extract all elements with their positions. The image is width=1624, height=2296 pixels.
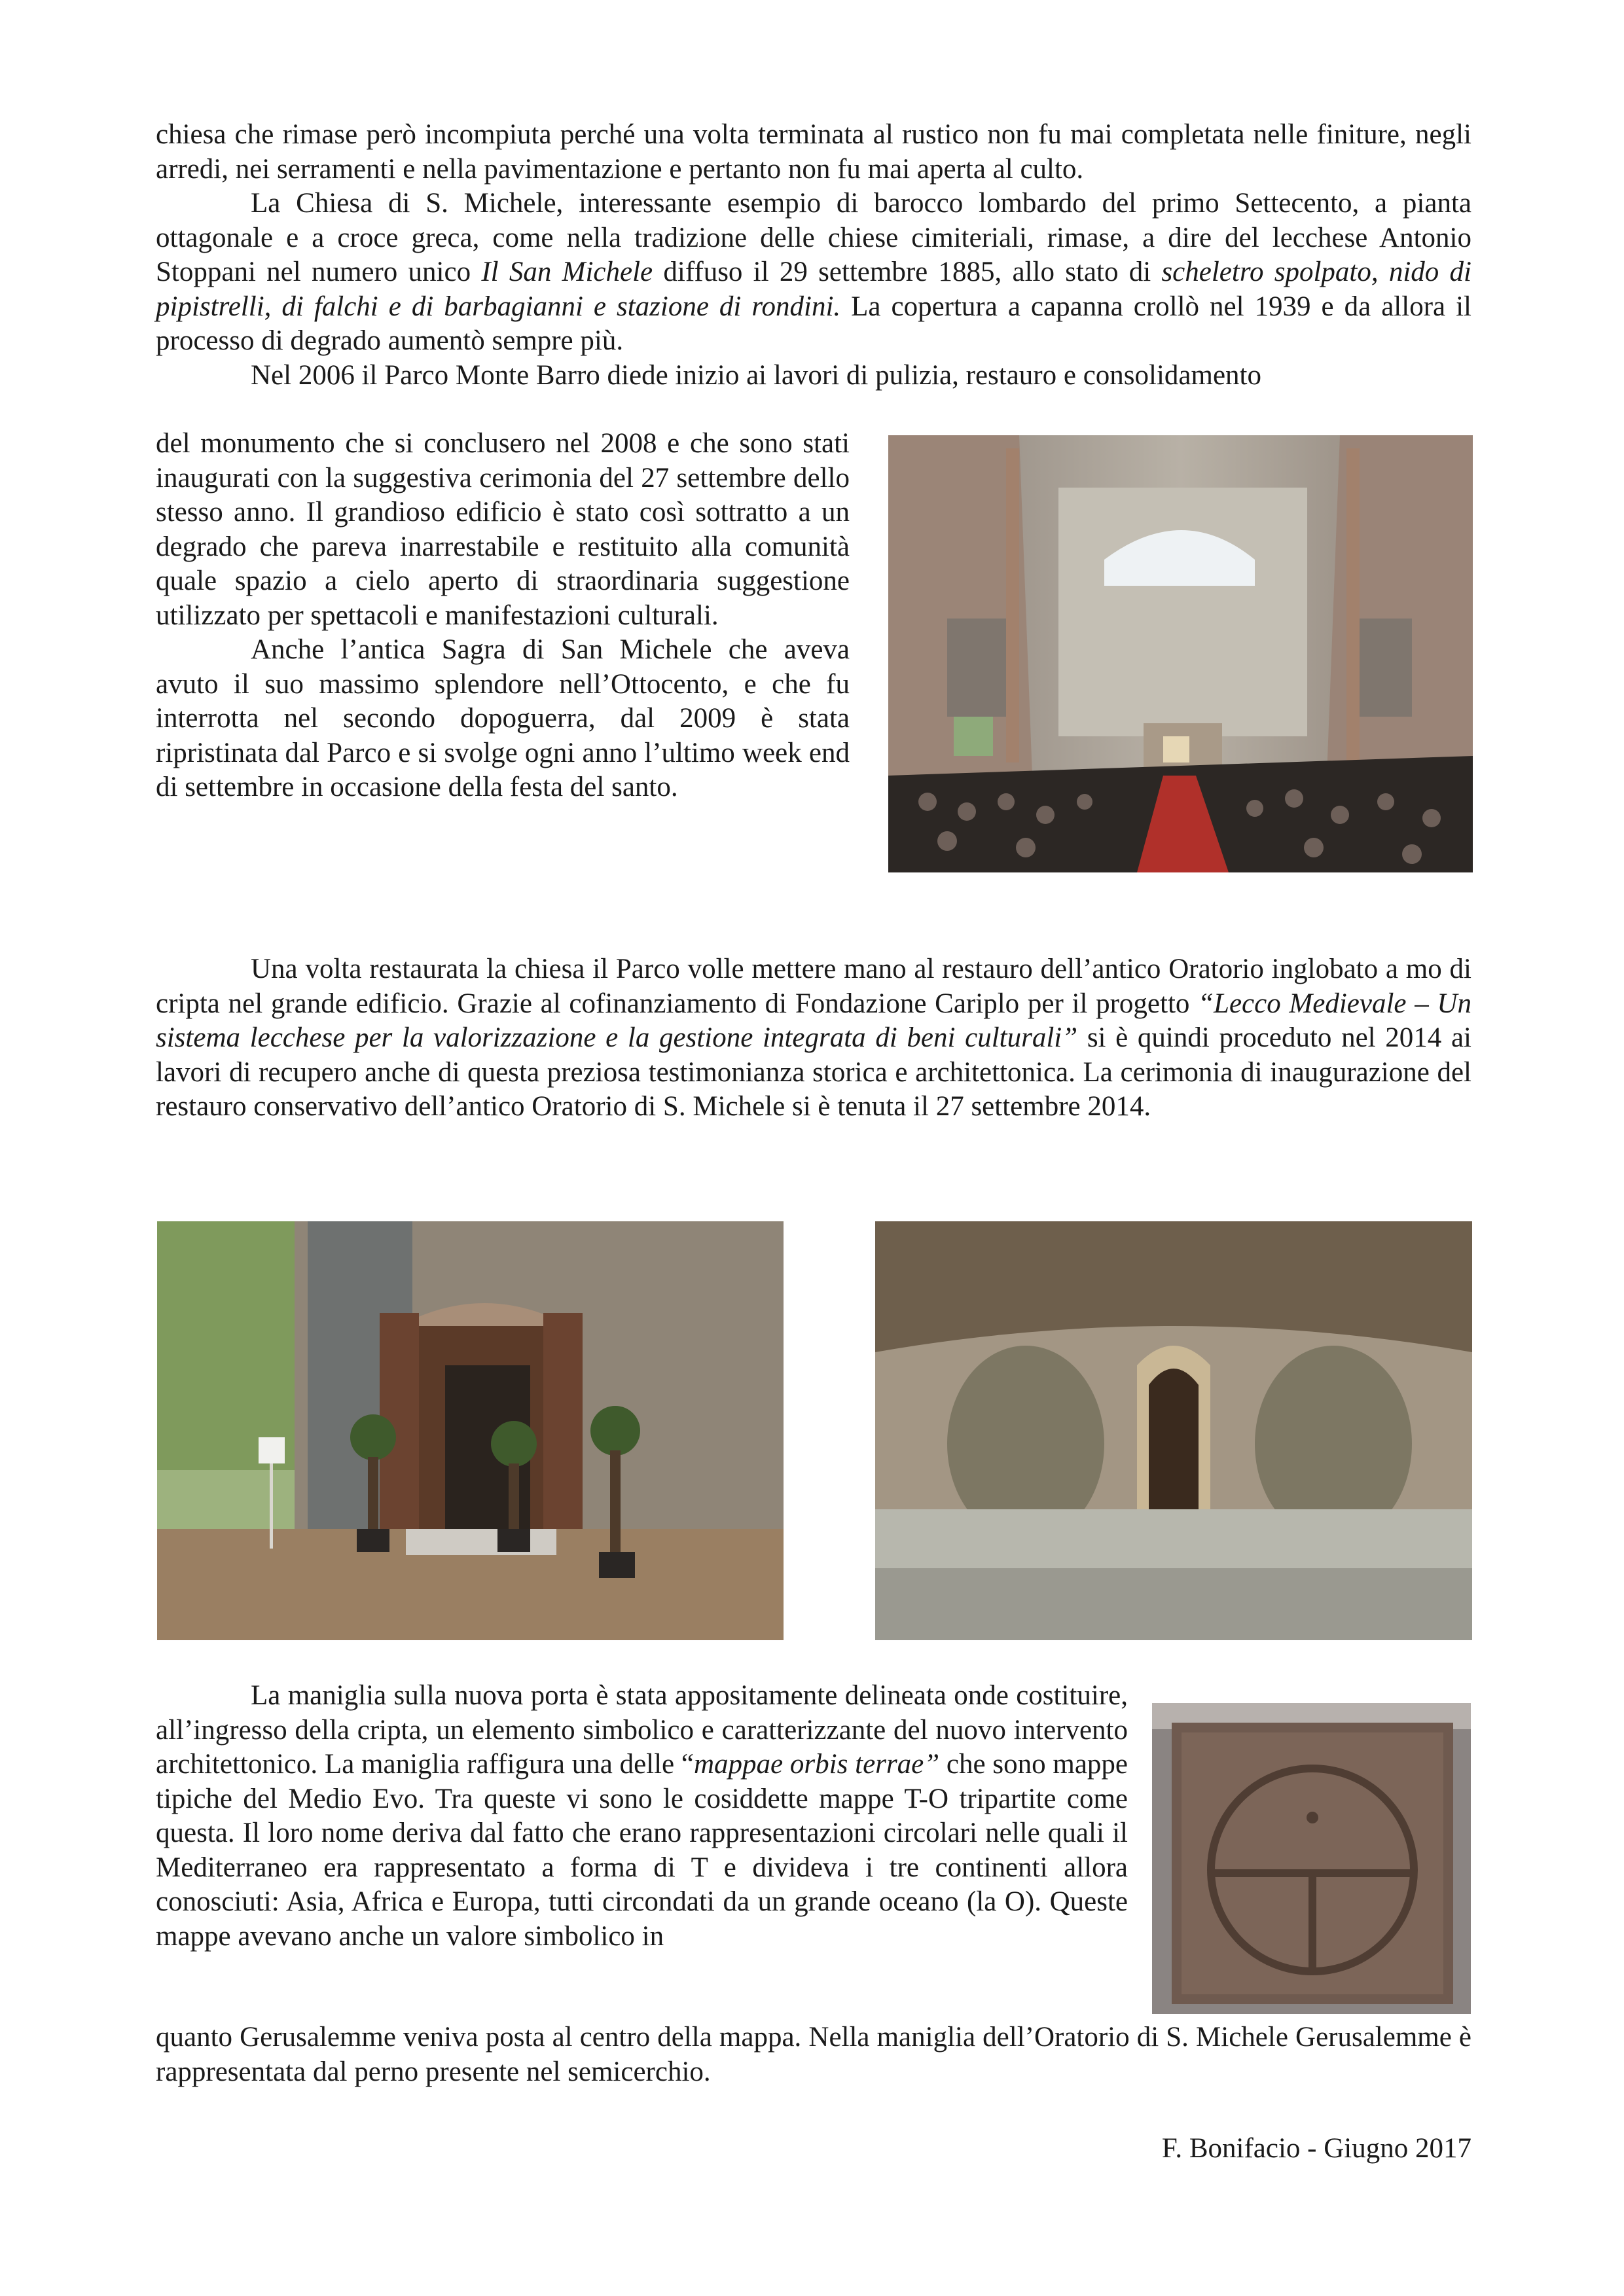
paragraph-6-end: quanto Gerusalemme veniva posta al centro della mappa. Nella maniglia dell’Oratorio di S. Michele Gerusalemme è rappresentata dal perno presente nel semicerchio. xyxy=(156,2022,1471,2087)
paragraph-3-rest: del monumento che si conclusero nel 2008 e che sono stati inaugurati con la suggestiva cerimonia del 27 settembre dello stesso anno. Il grandioso edificio è stato così sottratto a un degrado che pareva inarrestabile e restituito alla comunità quale spazio a cielo aperto di straordinaria suggestione utilizzato per spettacoli e manifestazioni culturali. xyxy=(156,428,850,631)
text-block-handle xyxy=(156,1679,1128,1954)
paragraph-6: La maniglia sulla nuova porta è stata appositamente delineata onde costituire, all’ingresso della cripta, un elemento simbolico e caratterizzante del nuovo intervento architettonico. La maniglia raffigura una delle “mappae orbis terrae” che sono mappe tipiche del Medio Evo. Tra queste vi sono le cosiddette mappe T-O tripartite come questa. Il loro nome deriva dal fatto che erano rappresentazioni circolari nelle quali il Mediterraneo era rappresentato a forma di T e divideva i tre continenti allora conosciuti: Asia, Africa e Europa, tutti circondati da un grande oceano (la O). Queste mappe avevano anche un valore simbolico in xyxy=(156,1680,1128,1952)
paragraph-1: chiesa che rimase però incompiuta perché una volta terminata al rustico non fu mai completata nelle finiture, negli arredi, nei serramenti e nella pavimentazione e pertanto non fu mai aperta al culto. xyxy=(156,119,1471,185)
oratorio-interior-photo xyxy=(875,1221,1472,1640)
paragraph-4: Anche l’antica Sagra di San Michele che aveva avuto il suo massimo splendore nell’Ottocento, e che fu interrotta nel secondo dopoguerra, dal 2009 è stata ripristinata dal Parco e si svolge ogni anno l’ultimo week end di settembre in occasione della festa del santo. xyxy=(156,634,850,802)
door-handle-photo xyxy=(1152,1703,1471,2014)
church-interior-photo xyxy=(888,435,1473,872)
paragraph-3-start: Nel 2006 il Parco Monte Barro diede inizio ai lavori di pulizia, restauro e consolidamento xyxy=(251,359,1261,391)
signature: F. Bonifacio - Giugno 2017 xyxy=(1161,2133,1471,2164)
text-block-oratorio xyxy=(156,952,1471,1124)
oratorio-entrance-photo xyxy=(157,1221,784,1640)
paragraph-5: Una volta restaurata la chiesa il Parco volle mettere mano al restauro dell’antico Oratorio inglobato a mo di cripta nel grande edificio. Grazie al cofinanziamento di Fondazione Cariplo per il progetto “Lecco Medievale – Un sistema lecchese per la valorizzazione e la gestione integrata di beni culturali” si è quindi proceduto nel 2014 ai lavori di recupero anche di questa preziosa testimonianza storica e architettonica. La cerimonia di inaugurazione del restauro conservativo dell’antico Oratorio di S. Michele si è tenuta il 27 settembre 2014. xyxy=(156,954,1471,1122)
text-block-handle-end xyxy=(156,2020,1471,2089)
paragraph-2: La Chiesa di S. Michele, interessante esempio di barocco lombardo del primo Settecento, a pianta ottagonale e a croce greca, come nella tradizione delle chiese cimiteriali, rimase, a dire del lecchese Antonio Stoppani nel numero unico Il San Michele diffuso il 29 settembre 1885, allo stato di scheletro spolpato, nido di pipistrelli, di falchi e di barbagianni e stazione di rondini. La copertura a capanna crollò nel 1939 e da allora il processo di degrado aumentò sempre più. xyxy=(156,188,1472,356)
text-block-intro xyxy=(156,118,1471,393)
text-block-restoration xyxy=(156,427,850,805)
